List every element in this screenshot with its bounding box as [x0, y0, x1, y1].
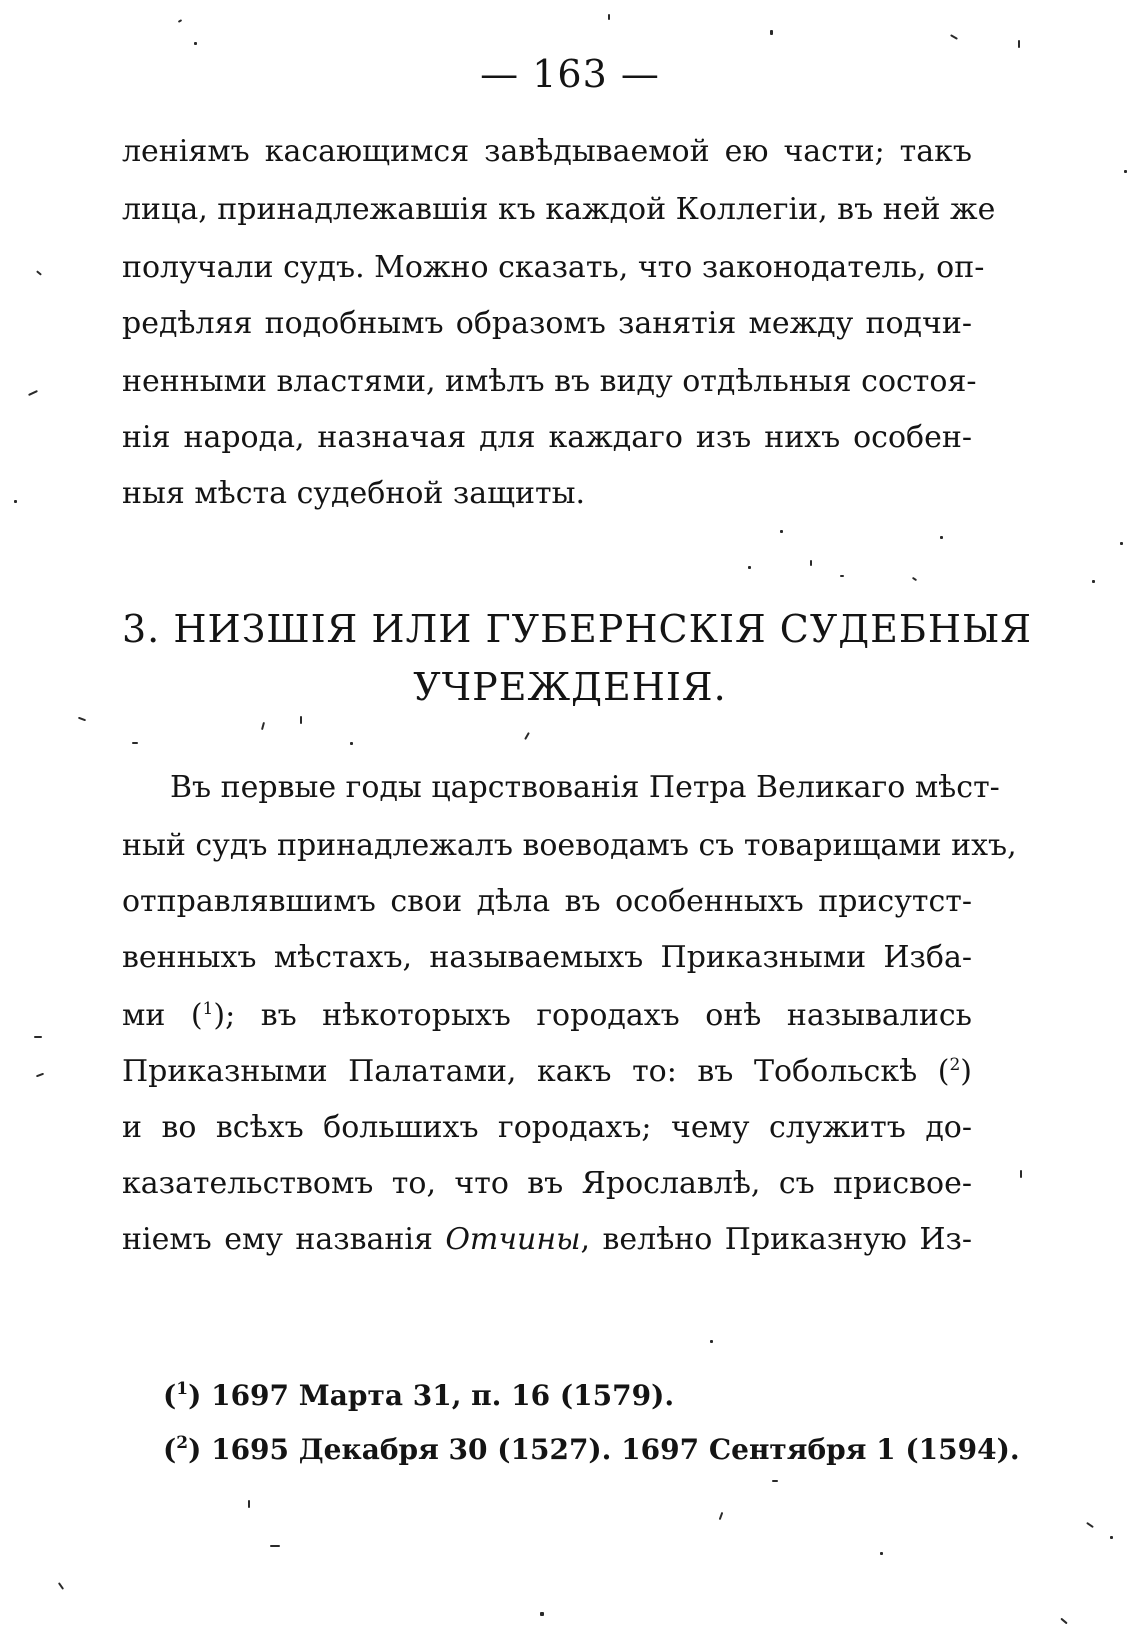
scan-speck [950, 34, 958, 40]
scan-speck [78, 717, 86, 722]
scan-speck [178, 19, 182, 23]
scan-speck [1120, 542, 1123, 545]
footnote-1: ($^1$) 1697 Марта 31, п. 16 (1579). [163, 1379, 675, 1412]
footnote-text: ) 1697 Марта 31, п. 16 (1579). [188, 1379, 675, 1412]
scan-speck [770, 30, 773, 35]
scan-speck [34, 1036, 42, 1038]
text-line [122, 1052, 972, 1092]
scan-speck [840, 575, 844, 577]
text-line: ный судъ принадлежалъ воеводамъ съ товарищами ихъ, [122, 828, 1017, 863]
scan-speck [261, 722, 265, 730]
scan-speck [940, 536, 943, 539]
scan-speck [1018, 40, 1020, 48]
scan-speck [28, 390, 38, 396]
text-segment: Приказными Палатами, какъ то: въ Тобольскѣ ( [122, 1054, 950, 1089]
footnote-mark: 2 [176, 1433, 189, 1453]
text-line [122, 996, 972, 1036]
scan-speck [132, 742, 138, 744]
scan-speck [194, 42, 197, 45]
scan-speck [270, 1545, 280, 1547]
scan-speck [810, 560, 812, 566]
text-segment: ми ( [122, 998, 203, 1033]
scan-speck [1060, 1618, 1067, 1625]
text-line: нія народа, назначая для каждаго изъ нихъ особен- [122, 420, 972, 455]
footnote-ref: 1 [202, 999, 214, 1019]
scan-speck [710, 1340, 713, 1343]
scan-speck [780, 530, 783, 533]
text-segment: ) [960, 1054, 972, 1089]
scan-speck [36, 1073, 44, 1078]
text-line: Въ первые годы царствованія Петра Великаго мѣст- [170, 770, 1000, 805]
scan-speck [248, 1500, 250, 1508]
scan-speck [14, 500, 17, 503]
text-line: получали судъ. Можно сказать, что законодатель, оп- [122, 250, 985, 285]
scan-speck [748, 566, 751, 569]
text-line: и во всѣхъ большихъ городахъ; чему служитъ до- [122, 1110, 972, 1145]
text-line: лица, принадлежавшія къ каждой Коллегіи, въ ней же [122, 192, 996, 227]
section-heading: 3. НИЗШІЯ ИЛИ ГУБЕРНСКІЯ СУДЕБНЫЯ [122, 607, 1033, 651]
scan-speck [58, 1582, 64, 1590]
footnote-text: ) 1695 Декабря 30 (1527). 1697 Сентября 1 (1594). [188, 1433, 1020, 1466]
scan-speck [1124, 170, 1127, 173]
page-number: — 163 — [480, 52, 660, 96]
text-segment: ніемъ ему названія [122, 1222, 446, 1257]
footnote-2: ($^2$) 1695 Декабря 30 (1527). 1697 Сентября 1 (1594). [163, 1433, 1020, 1466]
italic-term: Отчины [445, 1222, 581, 1257]
section-heading-continuation: УЧРЕЖДЕНІЯ. [413, 665, 727, 709]
scan-speck [1086, 1522, 1094, 1528]
scan-speck [350, 742, 353, 745]
text-line: венныхъ мѣстахъ, называемыхъ Приказными Изба- [122, 940, 972, 975]
text-line: леніямъ касающимся завѣдываемой ею части; такъ [122, 134, 972, 169]
text-line: редѣляя подобнымъ образомъ занятія между подчи- [122, 306, 972, 341]
text-line: ныя мѣста судебной защиты. [122, 476, 586, 511]
scan-speck [540, 1612, 544, 1616]
scan-speck [524, 732, 530, 740]
text-segment: ); въ нѣкоторыхъ городахъ онѣ назывались [213, 998, 972, 1033]
text-segment: , велѣно Приказную Из- [580, 1222, 972, 1257]
text-line [122, 1220, 972, 1260]
footnote-mark: 1 [176, 1379, 189, 1399]
scan-speck [772, 1480, 778, 1482]
scan-speck [719, 1512, 724, 1520]
text-line: отправлявшимъ свои дѣла въ особенныхъ присутст- [122, 884, 972, 919]
scan-speck [880, 1552, 883, 1555]
text-line: казательствомъ то, что въ Ярославлѣ, съ присвое- [122, 1166, 972, 1201]
scan-speck [300, 716, 302, 724]
footnote-ref: 2 [949, 1055, 961, 1075]
scan-speck [36, 270, 42, 275]
scan-speck [1020, 1170, 1022, 1178]
scan-speck [1092, 580, 1095, 583]
text-line: ненными властями, имѣлъ въ виду отдѣльныя состоя- [122, 364, 977, 399]
scan-speck [1110, 1536, 1113, 1539]
scan-speck [912, 577, 917, 582]
scan-speck [608, 14, 610, 20]
